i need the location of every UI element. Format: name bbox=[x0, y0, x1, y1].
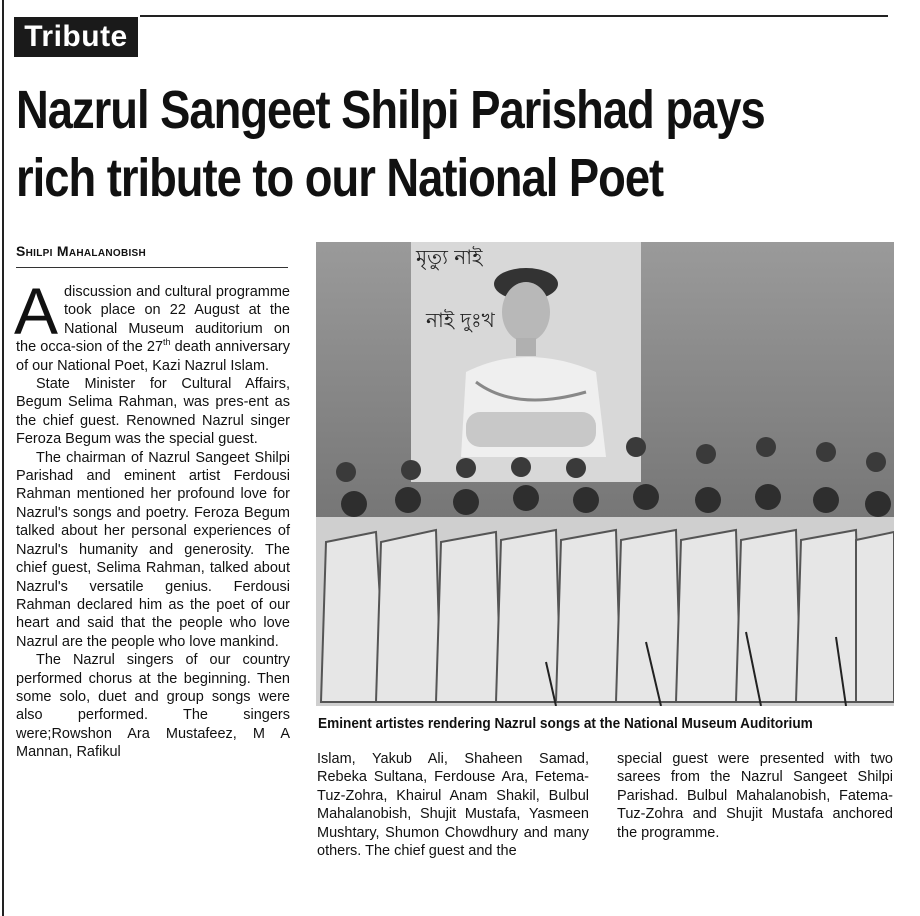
event-photo bbox=[316, 242, 894, 706]
article-paragraph-4: The Nazrul singers of our country performed chorus at the beginning. Then some solo, duet and group songs were also performed. The singers were;Rowshon Ara Mustafeez, M A Mannan, Rafikul bbox=[16, 652, 290, 761]
section-tag: Tribute bbox=[14, 17, 138, 57]
left-border-rule bbox=[2, 0, 4, 916]
banner-text-2: নাই দুঃখ bbox=[426, 308, 495, 332]
byline: Shilpi Mahalanobish bbox=[16, 243, 288, 268]
article-column-1 bbox=[14, 274, 290, 762]
event-photo-image bbox=[316, 242, 894, 706]
photo-caption: Eminent artistes rendering Nazrul songs at the National Museum Auditorium bbox=[318, 716, 813, 732]
top-border-rule bbox=[140, 15, 888, 17]
article-column-2 bbox=[317, 750, 589, 860]
headline-line-1: Nazrul Sangeet Shilpi Parishad pays bbox=[16, 80, 765, 140]
paragraph-1-text-a: discussion and cultural programme took place on 22 August at the National Museum auditorium on the occa-sion of the 27 bbox=[16, 284, 290, 356]
article-column-3-text: special guest were presented with two sarees from the Nazrul Sangeet Shilpi Parishad. Bulbul Mahalanobish, Fatema-Tuz-Zohra and Shujit Mustafa anchored the programme. bbox=[617, 751, 893, 841]
drop-cap: A bbox=[14, 274, 59, 348]
article-column-3 bbox=[617, 750, 893, 842]
article-paragraph-1 bbox=[14, 274, 290, 375]
ordinal-suffix: th bbox=[163, 337, 171, 348]
headline bbox=[16, 76, 765, 212]
article-paragraph-3: The chairman of Nazrul Sangeet Shilpi Parishad and eminent artist Ferdousi Rahman mentioned her profound love for Nazrul's songs and poetry. Feroza Begum talked about her personal experiences of Nazrul's humanity and generosity. The chief guest, Selima Rahman, talked about Nazrul's versatile genius. Ferdousi Rahman declared him as the poet of our heart and said that the people who love Nazrul are the people who love mankind. bbox=[16, 449, 290, 650]
paragraph-1-text-b: death anniversary of our National Poet, Kazi Nazrul Islam. bbox=[16, 339, 290, 374]
headline-line-2: rich tribute to our National Poet bbox=[16, 148, 664, 208]
article-column-2-text: Islam, Yakub Ali, Shaheen Samad, Rebeka Sultana, Ferdouse Ara, Fetema-Tuz-Zohra, Khairul Anam Shakil, Bulbul Mahalanobish, Shujit Mustafa, Yasmeen Mushtary, Shumon Chowdhury and many others. The chief guest and the bbox=[317, 751, 589, 860]
article-paragraph-2: State Minister for Cultural Affairs, Begum Selima Rahman, was pres-ent as the chief guest. Renowned Nazrul singer Feroza Begum was the special guest. bbox=[16, 376, 290, 448]
banner-text-1: মৃত্যু নাই bbox=[416, 245, 483, 269]
choir-front-row bbox=[316, 484, 894, 706]
